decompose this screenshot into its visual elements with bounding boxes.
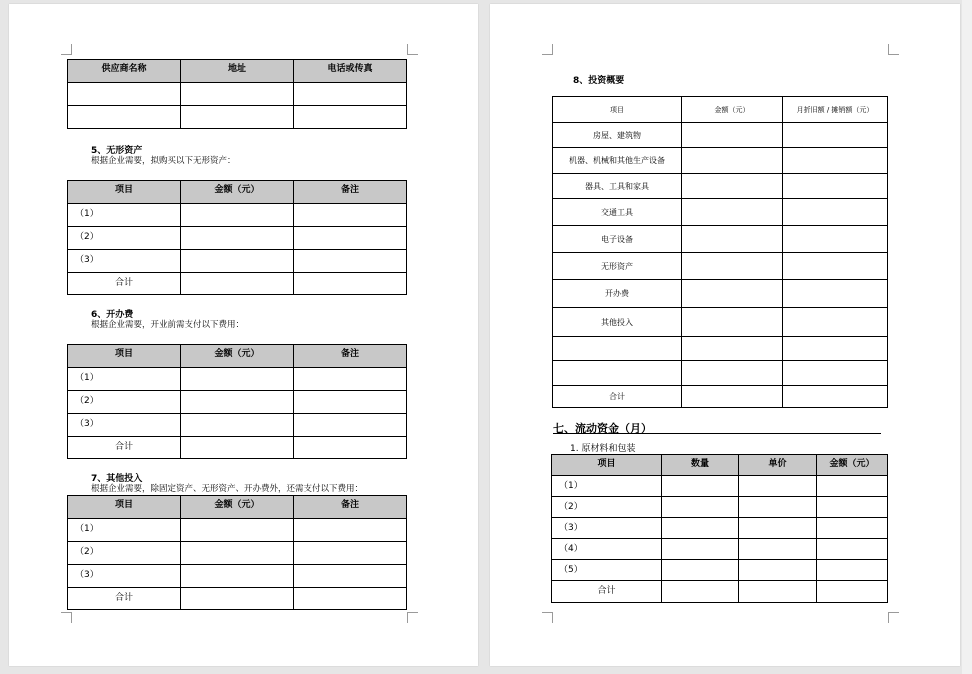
row-label [553, 337, 682, 361]
row-label: 开办费 [553, 280, 682, 308]
row-label: 机器、机械和其他生产设备 [553, 148, 682, 174]
table-cell[interactable] [682, 123, 783, 148]
table-cell[interactable] [783, 308, 888, 337]
other-table [67, 495, 407, 610]
crop-mark [407, 44, 418, 55]
row-label: （2） [68, 227, 181, 250]
crop-mark [542, 612, 553, 623]
table-cell[interactable] [783, 337, 888, 361]
table-cell[interactable] [181, 391, 294, 414]
table-cell[interactable] [817, 476, 888, 497]
crop-mark [61, 44, 72, 55]
table-cell[interactable] [294, 414, 407, 437]
table-cell[interactable] [294, 83, 407, 106]
table-cell[interactable] [682, 386, 783, 408]
header-supplier-name: 供应商名称 [68, 60, 181, 83]
materials-subheading: 1. 原材料和包装 [570, 444, 636, 454]
row-label: 其他投入 [553, 308, 682, 337]
row-label: 电子设备 [553, 226, 682, 253]
header-remark: 备注 [294, 181, 407, 204]
table-cell[interactable] [662, 539, 739, 560]
table-cell[interactable] [181, 519, 294, 542]
row-label: （2） [68, 542, 181, 565]
table-cell[interactable] [294, 588, 407, 610]
total-label: 合计 [68, 437, 181, 459]
investment-table [552, 96, 888, 408]
intangible-heading: 5、无形资产 [91, 146, 143, 156]
row-label: 交通工具 [553, 199, 682, 226]
row-label: （1） [68, 519, 181, 542]
table-cell[interactable] [662, 518, 739, 539]
investment-heading: 8、投资概要 [573, 76, 625, 86]
row-label: （1） [68, 204, 181, 227]
header-amount: 金额（元） [181, 496, 294, 519]
table-cell[interactable] [662, 497, 739, 518]
intangible-table [67, 180, 407, 295]
total-label: 合计 [68, 588, 181, 610]
intangible-desc: 根据企业需要，拟购买以下无形资产： [91, 156, 236, 166]
materials-table [551, 454, 888, 603]
header-remark: 备注 [294, 496, 407, 519]
row-label: （2） [68, 391, 181, 414]
crop-mark [888, 612, 899, 623]
table-cell[interactable] [181, 250, 294, 273]
startup-desc: 根据企业需要，开业前需支付以下费用： [91, 320, 245, 330]
crop-mark [888, 44, 899, 55]
table-cell[interactable] [294, 391, 407, 414]
table-cell[interactable] [783, 174, 888, 199]
header-depreciation: 月折旧额 / 摊销额（元） [783, 97, 888, 123]
table-cell[interactable] [181, 106, 294, 129]
crop-mark [407, 612, 418, 623]
table-cell[interactable] [817, 581, 888, 603]
table-cell[interactable] [181, 437, 294, 459]
header-amount: 金额（元） [817, 455, 888, 476]
table-cell[interactable] [739, 476, 817, 497]
startup-heading: 6、开办费 [91, 310, 134, 320]
table-cell[interactable] [817, 560, 888, 581]
table-cell[interactable] [682, 308, 783, 337]
table-cell[interactable] [181, 204, 294, 227]
table-cell[interactable] [294, 273, 407, 295]
table-cell[interactable] [783, 199, 888, 226]
table-cell[interactable] [783, 123, 888, 148]
table-cell[interactable] [181, 227, 294, 250]
row-label: （3） [552, 518, 662, 539]
table-cell[interactable] [817, 497, 888, 518]
header-address: 地址 [181, 60, 294, 83]
header-remark: 备注 [294, 345, 407, 368]
table-cell[interactable] [181, 414, 294, 437]
header-item: 项目 [68, 496, 181, 519]
table-cell[interactable] [294, 227, 407, 250]
row-label: （5） [552, 560, 662, 581]
table-cell[interactable] [739, 497, 817, 518]
table-cell[interactable] [682, 148, 783, 174]
table-cell[interactable] [682, 280, 783, 308]
row-label: 房屋、建筑物 [553, 123, 682, 148]
header-quantity: 数量 [662, 455, 739, 476]
table-cell[interactable] [181, 83, 294, 106]
header-item: 项目 [553, 97, 682, 123]
table-cell[interactable] [662, 560, 739, 581]
header-amount: 金额（元） [682, 97, 783, 123]
table-cell[interactable] [739, 560, 817, 581]
page-right [490, 4, 960, 666]
supplier-table [67, 59, 407, 129]
table-cell[interactable] [662, 476, 739, 497]
table-cell[interactable] [739, 518, 817, 539]
header-amount: 金额（元） [181, 181, 294, 204]
header-item: 项目 [552, 455, 662, 476]
table-cell[interactable] [817, 518, 888, 539]
table-cell[interactable] [181, 542, 294, 565]
table-cell[interactable] [682, 361, 783, 386]
header-phone-fax: 电话或传真 [294, 60, 407, 83]
other-heading: 7、其他投入 [91, 474, 143, 484]
row-label: （1） [552, 476, 662, 497]
section-rule [553, 433, 881, 434]
table-cell[interactable] [739, 539, 817, 560]
row-label: （4） [552, 539, 662, 560]
row-label: （3） [68, 250, 181, 273]
table-cell[interactable] [682, 337, 783, 361]
table-cell[interactable] [783, 386, 888, 408]
table-cell[interactable] [294, 519, 407, 542]
table-cell[interactable] [68, 106, 181, 129]
row-label: （3） [68, 565, 181, 588]
table-cell[interactable] [783, 280, 888, 308]
table-cell[interactable] [662, 581, 739, 603]
table-cell[interactable] [294, 437, 407, 459]
row-label [553, 361, 682, 386]
table-cell[interactable] [294, 565, 407, 588]
vertical-scrollbar[interactable] [962, 0, 972, 674]
header-unit-price: 单价 [739, 455, 817, 476]
row-label: （1） [68, 368, 181, 391]
table-cell[interactable] [294, 368, 407, 391]
table-cell[interactable] [294, 106, 407, 129]
table-cell[interactable] [294, 250, 407, 273]
table-cell[interactable] [294, 204, 407, 227]
page-left [9, 4, 478, 666]
row-label: 器具、工具和家具 [553, 174, 682, 199]
other-desc: 根据企业需要，除固定资产、无形资产、开办费外，还需支付以下费用： [91, 484, 364, 494]
row-label: 无形资产 [553, 253, 682, 280]
table-cell[interactable] [682, 226, 783, 253]
table-cell[interactable] [783, 361, 888, 386]
table-cell[interactable] [817, 539, 888, 560]
crop-mark [61, 612, 72, 623]
table-cell[interactable] [181, 368, 294, 391]
startup-table [67, 344, 407, 459]
total-label: 合计 [68, 273, 181, 295]
table-cell[interactable] [181, 588, 294, 610]
table-cell[interactable] [783, 226, 888, 253]
working-capital-title: 七、流动资金（月） [553, 422, 652, 435]
total-label: 合计 [552, 581, 662, 603]
table-cell[interactable] [181, 565, 294, 588]
table-cell[interactable] [682, 174, 783, 199]
row-label: （3） [68, 414, 181, 437]
total-label: 合计 [553, 386, 682, 408]
row-label: （2） [552, 497, 662, 518]
header-item: 项目 [68, 181, 181, 204]
header-amount: 金额（元） [181, 345, 294, 368]
table-cell[interactable] [682, 199, 783, 226]
crop-mark [542, 44, 553, 55]
table-cell[interactable] [68, 83, 181, 106]
table-cell[interactable] [739, 581, 817, 603]
table-cell[interactable] [783, 148, 888, 174]
table-cell[interactable] [682, 253, 783, 280]
table-cell[interactable] [294, 542, 407, 565]
header-item: 项目 [68, 345, 181, 368]
table-cell[interactable] [181, 273, 294, 295]
table-cell[interactable] [783, 253, 888, 280]
